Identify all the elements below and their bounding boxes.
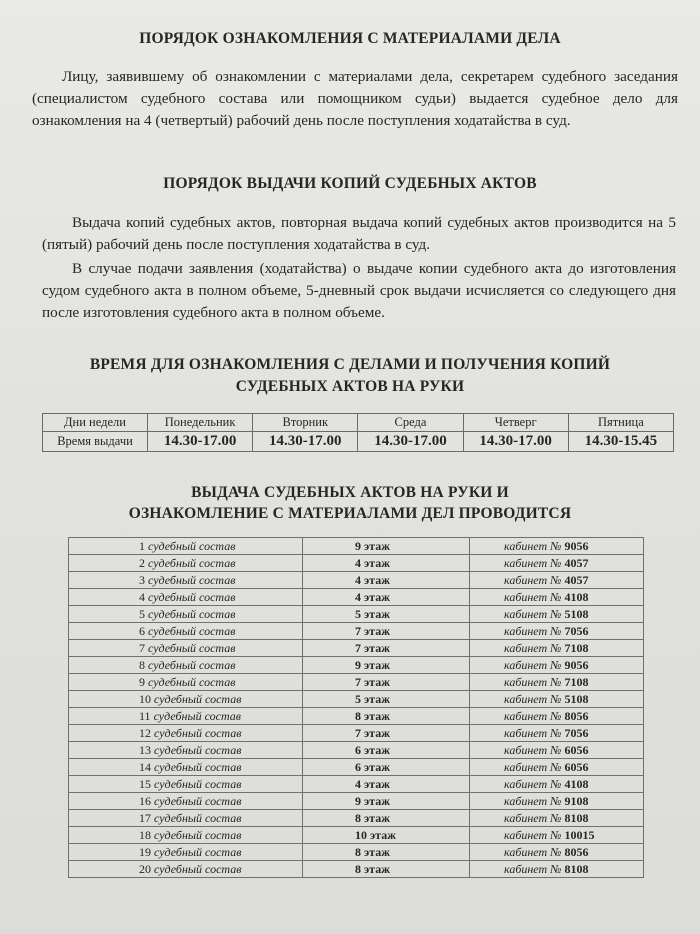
table-row xyxy=(69,674,644,691)
composition-cell xyxy=(69,742,303,759)
schedule-day: Пятница xyxy=(568,414,673,432)
cabinet-cell xyxy=(470,538,644,555)
cabinet-number: 6056 xyxy=(564,759,589,774)
floor-cell: 5 этаж xyxy=(303,691,470,708)
composition-label: судебный состав xyxy=(154,759,242,774)
table-row xyxy=(69,657,644,674)
cabinet-cell xyxy=(470,640,644,657)
composition-cell xyxy=(69,606,303,623)
floor-cell: 7 этаж xyxy=(303,725,470,742)
schedule-times-row xyxy=(43,432,674,452)
schedule-header-label: Дни недели xyxy=(43,414,148,432)
cabinet-cell xyxy=(470,742,644,759)
cabinet-cell xyxy=(470,759,644,776)
composition-label: судебный состав xyxy=(154,844,242,859)
composition-number: 18 xyxy=(139,827,151,842)
cabinet-number: 4108 xyxy=(564,776,589,791)
rooms-table xyxy=(68,537,644,878)
cabinet-number: 8056 xyxy=(564,708,589,723)
composition-cell xyxy=(69,657,303,674)
composition-cell xyxy=(69,793,303,810)
cabinet-number: 10015 xyxy=(564,827,595,842)
rooms-table-body xyxy=(69,538,644,878)
title-rooms-line1: ВЫДАЧА СУДЕБНЫХ АКТОВ НА РУКИ И xyxy=(191,484,509,501)
floor-cell: 9 этаж xyxy=(303,538,470,555)
table-row xyxy=(69,606,644,623)
composition-number: 6 xyxy=(139,623,145,638)
schedule-day: Вторник xyxy=(253,414,358,432)
composition-cell xyxy=(69,810,303,827)
composition-number: 10 xyxy=(139,691,151,706)
floor-cell: 6 этаж xyxy=(303,742,470,759)
composition-cell xyxy=(69,623,303,640)
cabinet-label: кабинет № xyxy=(504,827,562,842)
table-row xyxy=(69,572,644,589)
cabinet-label: кабинет № xyxy=(504,793,562,808)
composition-label: судебный состав xyxy=(154,827,242,842)
cabinet-number: 4057 xyxy=(564,572,589,587)
cabinet-number: 4057 xyxy=(564,555,589,570)
composition-label: судебный состав xyxy=(148,606,236,621)
cabinet-cell xyxy=(470,606,644,623)
cabinet-label: кабинет № xyxy=(504,844,562,859)
floor-cell: 8 этаж xyxy=(303,844,470,861)
composition-label: судебный состав xyxy=(154,725,242,740)
table-row xyxy=(69,640,644,657)
cabinet-label: кабинет № xyxy=(504,708,562,723)
cabinet-cell xyxy=(470,793,644,810)
table-row xyxy=(69,776,644,793)
cabinet-label: кабинет № xyxy=(504,759,562,774)
composition-label: судебный состав xyxy=(154,691,242,706)
schedule-day: Среда xyxy=(358,414,463,432)
composition-label: судебный состав xyxy=(153,708,241,723)
floor-cell: 9 этаж xyxy=(303,793,470,810)
paragraph-copies-deadline: В случае подачи заявления (ходатайства) о выдаче копии судебного акта до изготовления судом судебного акта в полном объеме, 5-дневный срок выдачи исчисляется со следующего дня после изготовления судебного акта в полном объеме. xyxy=(42,260,676,321)
title-familiarization: ПОРЯДОК ОЗНАКОМЛЕНИЯ С МАТЕРИАЛАМИ ДЕЛА xyxy=(139,30,561,47)
table-row xyxy=(69,844,644,861)
title-schedule-line2: СУДЕБНЫХ АКТОВ НА РУКИ xyxy=(235,378,465,395)
cabinet-cell xyxy=(470,623,644,640)
cabinet-number: 9056 xyxy=(564,657,589,672)
cabinet-number: 7108 xyxy=(564,640,589,655)
cabinet-number: 4108 xyxy=(564,589,589,604)
floor-cell: 7 этаж xyxy=(303,623,470,640)
composition-number: 12 xyxy=(139,725,151,740)
cabinet-number: 7056 xyxy=(564,623,589,638)
cabinet-cell xyxy=(470,725,644,742)
table-row xyxy=(69,759,644,776)
cabinet-number: 9108 xyxy=(564,793,589,808)
composition-number: 9 xyxy=(139,674,145,689)
cabinet-cell xyxy=(470,810,644,827)
cabinet-label: кабинет № xyxy=(504,861,562,876)
composition-cell xyxy=(69,691,303,708)
table-row xyxy=(69,589,644,606)
floor-cell: 6 этаж xyxy=(303,759,470,776)
composition-cell xyxy=(69,861,303,878)
cabinet-label: кабинет № xyxy=(504,640,562,655)
composition-cell xyxy=(69,776,303,793)
schedule-table xyxy=(42,413,674,452)
cabinet-number: 8108 xyxy=(564,810,589,825)
cabinet-label: кабинет № xyxy=(504,589,562,604)
floor-cell: 4 этаж xyxy=(303,776,470,793)
cabinet-label: кабинет № xyxy=(504,725,562,740)
cabinet-label: кабинет № xyxy=(504,691,562,706)
cabinet-label: кабинет № xyxy=(504,555,562,570)
table-row xyxy=(69,793,644,810)
table-row xyxy=(69,538,644,555)
cabinet-cell xyxy=(470,708,644,725)
composition-number: 14 xyxy=(139,759,151,774)
composition-label: судебный состав xyxy=(148,657,236,672)
composition-cell xyxy=(69,759,303,776)
floor-cell: 7 этаж xyxy=(303,674,470,691)
composition-label: судебный состав xyxy=(154,861,242,876)
composition-cell xyxy=(69,572,303,589)
composition-label: судебный состав xyxy=(148,640,236,655)
schedule-header-row xyxy=(43,414,674,432)
table-row xyxy=(69,810,644,827)
cabinet-number: 9056 xyxy=(564,538,589,553)
composition-cell xyxy=(69,589,303,606)
cabinet-number: 7108 xyxy=(564,674,589,689)
table-row xyxy=(69,742,644,759)
cabinet-number: 7056 xyxy=(564,725,589,740)
composition-number: 1 xyxy=(139,538,145,553)
cabinet-label: кабинет № xyxy=(504,674,562,689)
table-row xyxy=(69,861,644,878)
composition-cell xyxy=(69,640,303,657)
composition-label: судебный состав xyxy=(148,674,236,689)
composition-label: судебный состав xyxy=(148,555,236,570)
cabinet-label: кабинет № xyxy=(504,623,562,638)
table-row xyxy=(69,623,644,640)
cabinet-cell xyxy=(470,657,644,674)
composition-label: судебный состав xyxy=(148,538,236,553)
cabinet-label: кабинет № xyxy=(504,538,562,553)
composition-number: 2 xyxy=(139,555,145,570)
cabinet-number: 8056 xyxy=(564,844,589,859)
composition-cell xyxy=(69,708,303,725)
floor-cell: 7 этаж xyxy=(303,640,470,657)
composition-cell xyxy=(69,555,303,572)
cabinet-cell xyxy=(470,589,644,606)
cabinet-number: 8108 xyxy=(564,861,589,876)
composition-cell xyxy=(69,827,303,844)
schedule-time: 14.30-17.00 xyxy=(463,432,568,452)
schedule-row-label: Время выдачи xyxy=(43,432,148,452)
cabinet-cell xyxy=(470,844,644,861)
cabinet-cell xyxy=(470,861,644,878)
floor-cell: 8 этаж xyxy=(303,708,470,725)
composition-cell xyxy=(69,844,303,861)
composition-cell xyxy=(69,725,303,742)
cabinet-label: кабинет № xyxy=(504,606,562,621)
composition-number: 5 xyxy=(139,606,145,621)
composition-label: судебный состав xyxy=(154,742,242,757)
composition-number: 3 xyxy=(139,572,145,587)
floor-cell: 4 этаж xyxy=(303,572,470,589)
cabinet-cell xyxy=(470,572,644,589)
cabinet-label: кабинет № xyxy=(504,742,562,757)
schedule-day: Четверг xyxy=(463,414,568,432)
table-row xyxy=(69,555,644,572)
composition-number: 4 xyxy=(139,589,145,604)
cabinet-number: 5108 xyxy=(564,606,589,621)
composition-cell xyxy=(69,674,303,691)
schedule-time: 14.30-17.00 xyxy=(358,432,463,452)
schedule-time: 14.30-17.00 xyxy=(253,432,358,452)
schedule-day: Понедельник xyxy=(148,414,253,432)
table-row xyxy=(69,691,644,708)
cabinet-cell xyxy=(470,674,644,691)
composition-number: 11 xyxy=(139,708,151,723)
composition-number: 16 xyxy=(139,793,151,808)
floor-cell: 8 этаж xyxy=(303,861,470,878)
table-row xyxy=(69,827,644,844)
cabinet-label: кабинет № xyxy=(504,572,562,587)
floor-cell: 10 этаж xyxy=(303,827,470,844)
table-row xyxy=(69,708,644,725)
composition-number: 7 xyxy=(139,640,145,655)
composition-label: судебный состав xyxy=(154,776,242,791)
composition-label: судебный состав xyxy=(148,572,236,587)
title-copies: ПОРЯДОК ВЫДАЧИ КОПИЙ СУДЕБНЫХ АКТОВ xyxy=(163,175,537,192)
schedule-time: 14.30-17.00 xyxy=(148,432,253,452)
paragraph-familiarization: Лицу, заявившему об ознакомлении с материалами дела, секретарем судебного заседания (специалистом судебного состава или помощником судьи) выдается судебное дело для ознакомления на 4 (четвертый) рабочий день после поступления ходатайства в суд. xyxy=(32,68,678,129)
cabinet-number: 5108 xyxy=(564,691,589,706)
composition-label: судебный состав xyxy=(148,589,236,604)
composition-label: судебный состав xyxy=(154,810,242,825)
cabinet-label: кабинет № xyxy=(504,657,562,672)
composition-number: 13 xyxy=(139,742,151,757)
title-schedule-line1: ВРЕМЯ ДЛЯ ОЗНАКОМЛЕНИЯ С ДЕЛАМИ И ПОЛУЧЕНИЯ КОПИЙ xyxy=(89,356,611,373)
cabinet-label: кабинет № xyxy=(504,776,562,791)
cabinet-cell xyxy=(470,691,644,708)
composition-number: 15 xyxy=(139,776,151,791)
composition-label: судебный состав xyxy=(148,623,236,638)
floor-cell: 4 этаж xyxy=(303,589,470,606)
cabinet-label: кабинет № xyxy=(504,810,562,825)
cabinet-cell xyxy=(470,555,644,572)
composition-number: 20 xyxy=(139,861,151,876)
composition-number: 8 xyxy=(139,657,145,672)
floor-cell: 9 этаж xyxy=(303,657,470,674)
composition-number: 19 xyxy=(139,844,151,859)
cabinet-cell xyxy=(470,776,644,793)
floor-cell: 4 этаж xyxy=(303,555,470,572)
floor-cell: 5 этаж xyxy=(303,606,470,623)
cabinet-number: 6056 xyxy=(564,742,589,757)
floor-cell: 8 этаж xyxy=(303,810,470,827)
composition-label: судебный состав xyxy=(154,793,242,808)
composition-number: 17 xyxy=(139,810,151,825)
table-row xyxy=(69,725,644,742)
composition-cell xyxy=(69,538,303,555)
schedule-time: 14.30-15.45 xyxy=(568,432,673,452)
title-rooms-line2: ОЗНАКОМЛЕНИЕ С МАТЕРИАЛАМИ ДЕЛ ПРОВОДИТСЯ xyxy=(128,505,572,522)
cabinet-cell xyxy=(470,827,644,844)
paragraph-copies: Выдача копий судебных актов, повторная выдача копий судебных актов производится на 5 (пятый) рабочий день после поступления ходатайства в суд. xyxy=(42,214,676,253)
